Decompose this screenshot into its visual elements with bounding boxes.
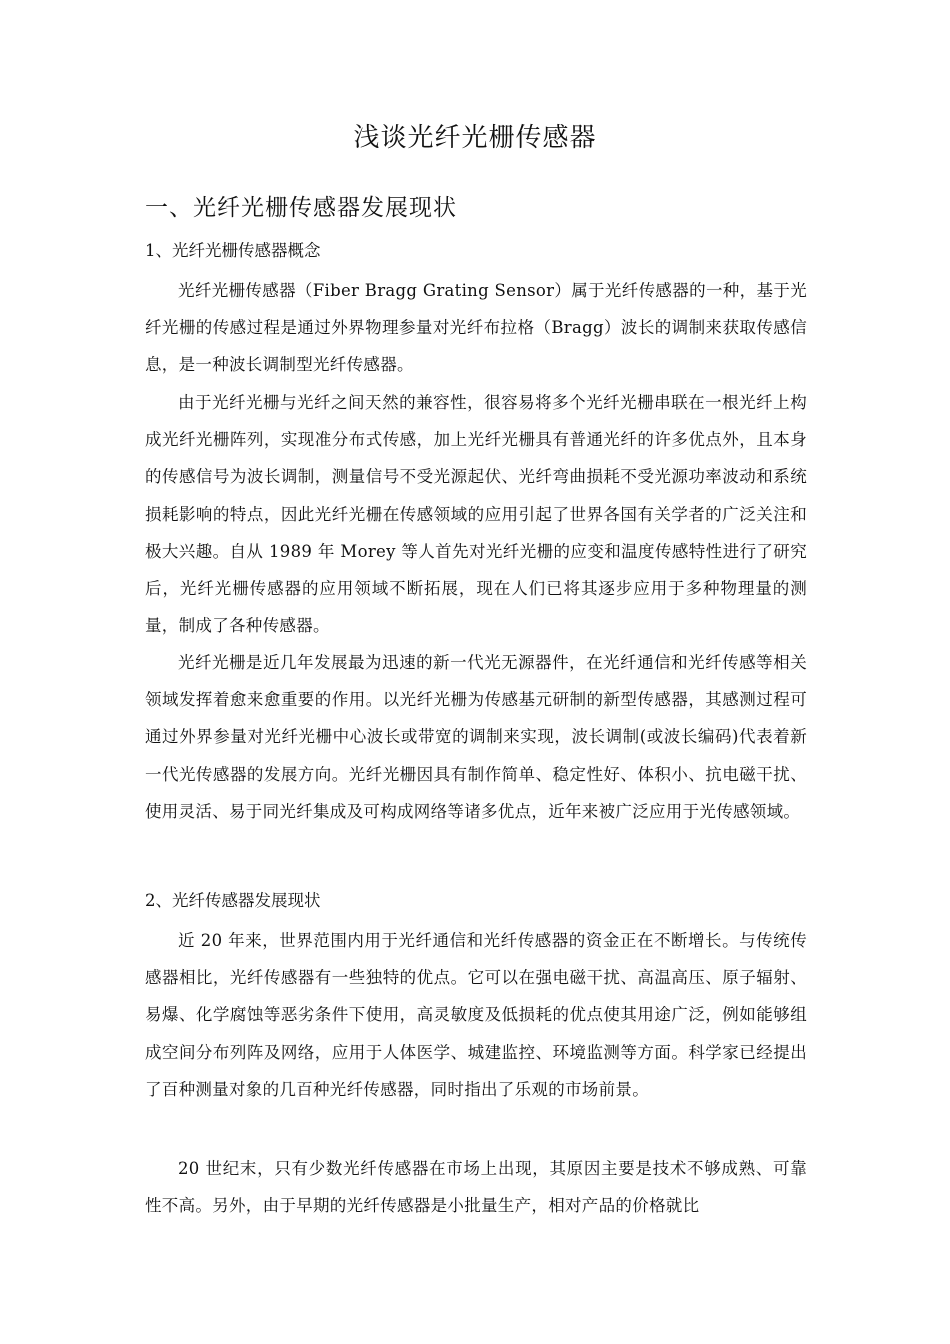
paragraph-1: 光纤光栅传感器（Fiber Bragg Grating Sensor）属于光纤传感器的一种，基于光纤光栅的传感过程是通过外界物理参量对光纤布拉格（Bragg）波长的调制来获取传感信息，是一种波长调制型光纤传感器。 bbox=[145, 281, 807, 375]
section-heading: 一、光纤光栅传感器发展现状 bbox=[145, 195, 457, 221]
paragraph-4: 近 20 年来，世界范围内用于光纤通信和光纤传感器的资金正在不断增长。与传统传感器相比，光纤传感器有一些独特的优点。它可以在强电磁干扰、高温高压、原子辐射、易爆、化学腐蚀等恶劣条件下使用，高灵敏度及低损耗的优点使其用途广泛，例如能够组成空间分布列阵及网络，应用于人体医学、城建监控、环境监测等方面。科学家已经提出了百种测量对象的几百种光纤传感器，同时指出了乐观的市场前景。 bbox=[145, 931, 807, 1099]
subsection-heading-1: 1、光纤光栅传感器概念 bbox=[145, 241, 321, 260]
document-title: 浅谈光纤光栅传感器 bbox=[353, 123, 597, 153]
subsection-heading-2: 2、光纤传感器发展现状 bbox=[145, 891, 321, 910]
paragraph-2: 由于光纤光栅与光纤之间天然的兼容性，很容易将多个光纤光栅串联在一根光纤上构成光纤光栅阵列，实现准分布式传感，加上光纤光栅具有普通光纤的许多优点外，且本身的传感信号为波长调制，测量信号不受光源起伏、光纤弯曲损耗不受光源功率波动和系统损耗影响的特点，因此光纤光栅在传感领域的应用引起了世界各国有关学者的广泛关注和极大兴趣。自从 1989 年 Morey 等人首先对光纤光栅的应变和温度传感特性进行了研究后，光纤光栅传感器的应用领域不断拓展，现在人们已将其逐步应用于多种物理量的测量，制成了各种传感器。 bbox=[145, 393, 807, 636]
paragraph-5: 20 世纪末，只有少数光纤传感器在市场上出现，其原因主要是技术不够成熟、可靠性不高。另外，由于早期的光纤传感器是小批量生产，相对产品的价格就比 bbox=[145, 1159, 807, 1216]
paragraph-3: 光纤光栅是近几年发展最为迅速的新一代光无源器件，在光纤通信和光纤传感等相关领域发挥着愈来愈重要的作用。以光纤光栅为传感基元研制的新型传感器，其感测过程可通过外界参量对光纤光栅中心波长或带宽的调制来实现，波长调制(或波长编码)代表着新一代光传感器的发展方向。光纤光栅因具有制作简单、稳定性好、体积小、抗电磁干扰、使用灵活、易于同光纤集成及可构成网络等诸多优点，近年来被广泛应用于光传感领域。 bbox=[145, 653, 807, 821]
